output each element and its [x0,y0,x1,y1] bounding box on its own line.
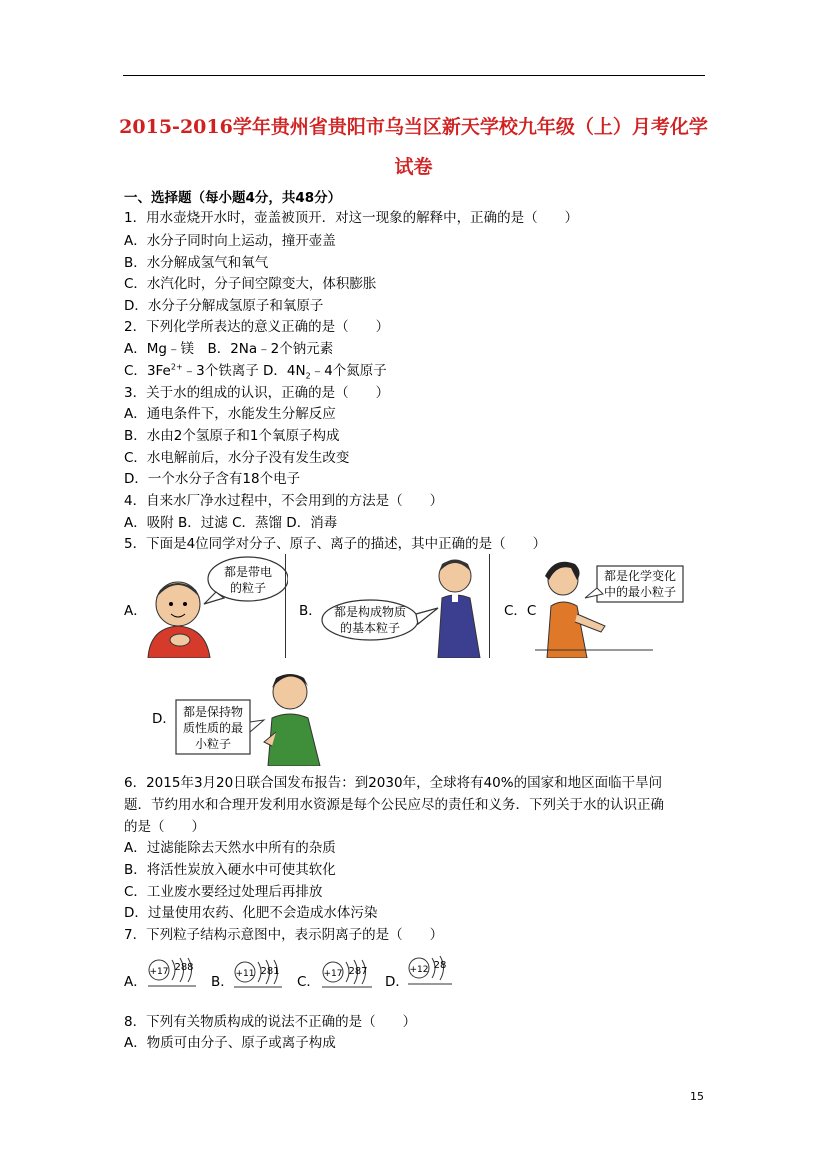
q5-label-d: D． [152,711,176,727]
q5-bubble-d-2: 质性质的最 [182,721,244,735]
question-7: 7．下列粒子结构示意图中，表示阴离子的是（ ） [124,927,444,943]
q7-label-c: C． [297,974,320,990]
q5-figure-d [172,666,332,766]
q7-nucleus-b: +11 [235,969,255,979]
q5-figure-b [320,554,490,658]
q5-bubble-c-1: 都是化学变化 [603,569,677,583]
q5-divider-2 [489,554,490,658]
q7-atom-b [232,956,284,990]
q7-nucleus-c: +17 [323,969,343,979]
q7-shells-a: 288 [174,962,194,973]
page-title: 2015-2016学年贵州省贵阳市乌当区新天学校九年级（上）月考化学 [119,116,708,138]
option: B．水分解成氢气和氧气 [124,255,269,271]
option: C．水汽化时，分子间空隙变大，体积膨胀 [124,276,377,292]
q5-divider-1 [285,554,286,658]
option: B．水由2个氢原子和1个氧原子构成 [124,428,340,444]
q7-atom-a [146,956,198,990]
option: C．工业废水要经过处理后再排放 [124,884,323,900]
q5-bubble-c-2: 中的最小粒子 [603,585,677,599]
option: A．水分子同时向上运动，撞开壶盖 [124,233,336,249]
q5-label-b: B． [299,603,322,619]
q7-shells-c: 287 [348,966,368,977]
q7-label-a: A． [124,974,147,990]
question-3: 3．关于水的组成的认识，正确的是（ ） [124,385,390,401]
option: A．物质可由分子、原子或离子构成 [124,1035,336,1051]
question-6-cont: 的是（ ） [124,819,205,835]
option: D．水分子分解成氢原子和氧原子 [124,298,324,314]
q5-bubble-d-1: 都是保持物 [182,705,244,719]
q5-figure-a [138,554,288,658]
q5-label-a: A． [124,603,147,619]
page-title-cont: 试卷 [394,156,433,178]
option: D．过量使用农药、化肥不会造成水体污染 [124,905,378,921]
option: A．通电条件下，水能发生分解反应 [124,406,336,422]
option-q2-c: C．$3Fe^{2+}﹣3$个铁离子 D．$4N_2﹣4$个氮原子 [124,362,387,381]
q7-shells-b: 281 [260,966,280,977]
q5-label-c: C．C [504,603,537,619]
question-4: 4．自来水厂净水过程中，不会用到的方法是（ ） [124,493,444,509]
option: D．一个水分子含有18个电子 [124,471,301,487]
option: A．吸附 B．过滤 C．蒸馏 D．消毒 [124,515,338,531]
section-heading: 一、选择题（每小题4分，共48分） [124,190,342,206]
q5-bubble-a-2: 的粒子 [229,581,267,595]
q7-label-d: D． [385,974,409,990]
header-rule [123,75,705,76]
question-8: 8．下列有关物质构成的说法不正确的是（ ） [124,1014,417,1030]
q7-label-b: B． [211,974,234,990]
option: A．Mg﹣镁 B．2Na﹣2个钠元素 [124,341,334,357]
option: B．将活性炭放入硬水中可使其软化 [124,862,336,878]
q7-nucleus-a: +17 [149,967,169,977]
q7-nucleus-d: +12 [409,965,429,975]
option: C．水电解前后，水分子没有发生改变 [124,450,350,466]
question-5: 5．下面是4位同学对分子、原子、离子的描述，其中正确的是（ ） [124,536,547,552]
q5-bubble-d-3: 小粒子 [194,737,232,751]
question-6: 6．2015年3月20日联合国发布报告：到2030年，全球将有40%的国家和地区面临干旱问 [124,775,663,791]
page-number: 15 [690,1090,704,1103]
q5-bubble-a-1: 都是带电 [223,565,273,579]
q7-atom-c [320,956,374,990]
question-1: 1．用水壶烧开水时，壶盖被顶开．对这一现象的解释中，正确的是（ ） [124,210,579,226]
q5-bubble-b-1: 都是构成物质 [333,605,407,619]
option: A．过滤能除去天然水中所有的杂质 [124,840,336,856]
q7-atom-d [406,954,454,988]
question-2: 2．下列化学所表达的意义正确的是（ ） [124,319,390,335]
q7-shells-d: 28 [433,960,447,971]
q5-bubble-b-2: 的基本粒子 [339,621,401,635]
q5-figure-c [535,554,685,658]
question-6-cont: 题．节约用水和合理开发利用水资源是每个公民应尽的责任和义务．下列关于水的认识正确 [124,797,664,813]
